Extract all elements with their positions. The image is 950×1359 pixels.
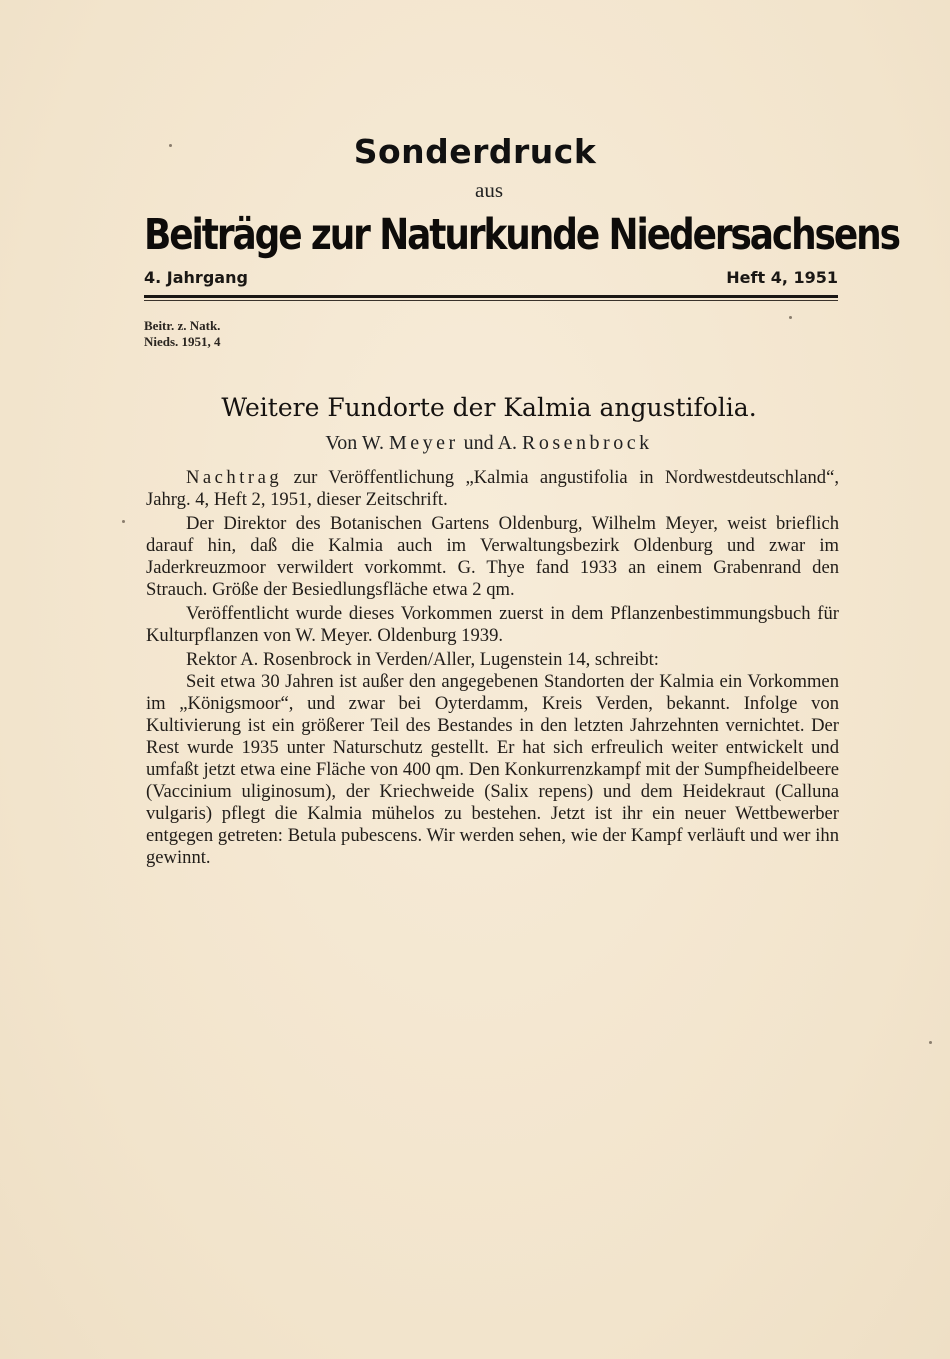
reprint-label: Sonderdruck	[353, 132, 597, 171]
volume-number: 4. Jahrgang	[144, 268, 248, 287]
issue-number: Heft 4, 1951	[726, 268, 838, 287]
author-one: W. Meyer	[361, 432, 459, 454]
author-two-initial: A.	[497, 432, 518, 454]
paper-speck	[789, 316, 792, 319]
nachtrag-text: zur Veröffentlichung „Kalmia angustifolia in Nordwestdeutschland“, Jahrg. 4, Heft 2, 1951, dieser Zeitschrift.	[146, 467, 839, 510]
citation-line: Nieds. 1951, 4	[144, 334, 221, 349]
byline-von: Von	[325, 432, 358, 454]
paragraph-oldenburg: Der Direktor des Botanischen Gartens Oldenburg, Wilhelm Meyer, weist brieflich darauf hin, daß die Kalmia auch im Verwaltungsbezirk Oldenburg und zwar im Jaderkreuzmoor verwildert vorkommt. G. Thye fand 1933 an einem Grabenrand den Strauch. Größe der Besiedlungsfläche etwa 2 qm.	[146, 513, 839, 600]
byline-und: und	[463, 432, 494, 454]
paragraph-koenigsmoor: Seit etwa 30 Jahren ist außer den angegebenen Standorten der Kalmia ein Vorkommen im „Königsmoor“, und zwar bei Oyterdamm, Kreis Verden, bekannt. Infolge von Kultivierung ist ein größerer Teil des Bestandes in den letzten Jahrzehnten vernichtet. Der Rest wurde 1935 unter Naturschutz gestellt. Er hat sich erfreulich weiter entwickelt und umfaßt jetzt etwa eine Fläche von 400 qm. Den Konkurrenzkampf mit der Sumpfheidelbeere (Vaccinium uliginosum), der Kriechweide (Salix repens) und dem Heidekraut (Calluna vulgaris) pflegt die Kalmia mühelos zu bestehen. Jetzt ist ihr ein neuer Wettbewerber entgegen getreten: Betula pubescens. Wir werden sehen, wie der Kampf verläuft und wer ihn gewinnt.	[146, 671, 839, 868]
header-rule-thin	[144, 300, 838, 301]
paragraph-veroeffentlicht: Veröffentlicht wurde dieses Vorkommen zuerst in dem Pflanzenbestimmungsbuch für Kulturpflanzen von W. Meyer. Oldenburg 1939.	[146, 603, 839, 646]
nachtrag-word: Nachtrag	[186, 467, 283, 488]
paragraph-nachtrag	[146, 467, 839, 511]
author-two-name: Rosenbrock	[522, 432, 653, 454]
byline	[0, 432, 950, 455]
paper-speck	[122, 520, 125, 523]
author-one-name: Meyer	[388, 432, 459, 454]
citation-line: Beitr. z. Natk.	[144, 318, 221, 333]
reprint-from-label: aus	[475, 178, 503, 202]
paragraph-rosenbrock: Rektor A. Rosenbrock in Verden/Aller, Lugenstein 14, schreibt:	[186, 649, 659, 670]
journal-title: Beiträge zur Naturkunde Niedersachsens	[144, 210, 899, 260]
article-title: Weitere Fundorte der Kalmia angustifolia.	[221, 393, 757, 422]
paper-speck	[169, 144, 172, 147]
header-rule	[144, 295, 838, 298]
article-body	[146, 467, 839, 871]
citation-block	[144, 318, 221, 350]
paper-speck	[929, 1041, 932, 1044]
